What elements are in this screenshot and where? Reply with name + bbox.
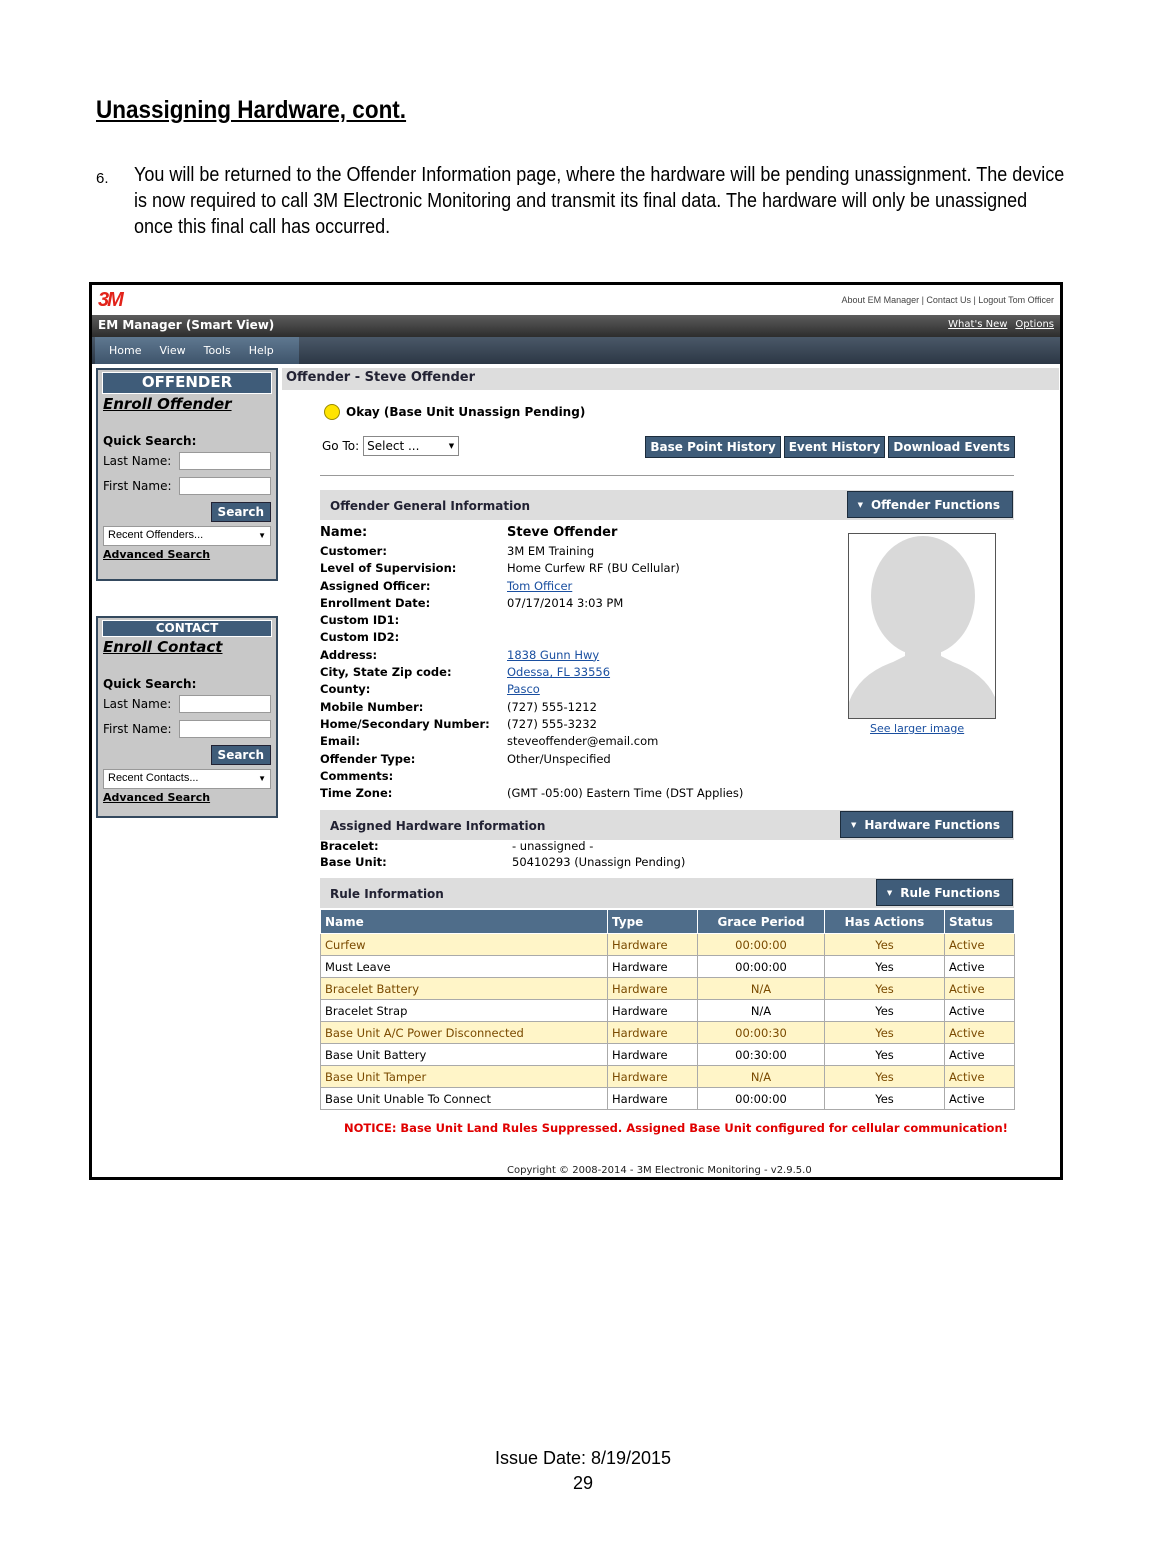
info-row <box>320 700 840 717</box>
rule-grace-period: 00:00:00 <box>698 1088 825 1110</box>
goto-label: Go To: <box>322 439 360 453</box>
page-number: 29 <box>572 1473 594 1493</box>
rule-has-actions: Yes <box>825 1000 945 1022</box>
offender-photo[interactable] <box>848 533 996 719</box>
contact-advanced-search-link[interactable]: Advanced Search <box>103 791 211 804</box>
info-label: Time Zone: <box>320 786 393 801</box>
rule-grace-period: 00:00:30 <box>698 1022 825 1044</box>
table-row[interactable] <box>321 956 1015 978</box>
info-value-link[interactable]: Pasco <box>507 682 540 697</box>
enroll-offender-link[interactable]: Enroll Offender <box>103 395 232 413</box>
rule-name: Bracelet Battery <box>321 978 608 1000</box>
event-history-button[interactable]: Event History <box>784 436 886 458</box>
table-row[interactable] <box>321 978 1015 1000</box>
rule-info-header <box>320 878 1014 908</box>
info-label: City, State Zip code: <box>320 665 452 680</box>
rule-grace-period: N/A <box>698 1000 825 1022</box>
rule-type: Hardware <box>608 1022 698 1044</box>
goto <box>322 436 459 456</box>
main-content <box>282 368 1059 1176</box>
info-row <box>320 717 840 734</box>
status <box>324 404 585 420</box>
contact-first-name-input[interactable] <box>179 720 271 738</box>
table-row[interactable] <box>321 1088 1015 1110</box>
base-unit-value: 50410293 (Unassign Pending) <box>512 855 686 869</box>
hardware-info-title: Assigned Hardware Information <box>330 819 546 833</box>
general-info-header <box>320 490 1014 520</box>
rule-grace-period: 00:00:00 <box>698 934 825 956</box>
hardware-functions-button[interactable]: ▼ Hardware Functions <box>840 811 1013 838</box>
page-title: Offender - Steve Offender <box>282 368 1059 390</box>
info-row <box>320 665 840 682</box>
info-label: Offender Type: <box>320 751 416 766</box>
menu-home[interactable]: Home <box>109 344 142 357</box>
offender-panel <box>96 368 278 581</box>
contact-last-name-input[interactable] <box>179 695 271 713</box>
col-grace-period[interactable]: Grace Period <box>698 910 825 934</box>
options-link[interactable]: Options <box>1015 319 1054 330</box>
info-value: Home Curfew RF (BU Cellular) <box>507 561 680 576</box>
info-value: (GMT -05:00) Eastern Time (DST Applies) <box>507 786 744 801</box>
rule-status: Active <box>945 1000 1015 1022</box>
info-row <box>320 544 840 561</box>
info-label: Custom ID2: <box>320 630 400 645</box>
col-type[interactable]: Type <box>608 910 698 934</box>
rule-name: Base Unit Battery <box>321 1044 608 1066</box>
info-label: Assigned Officer: <box>320 578 431 593</box>
rule-type: Hardware <box>608 1066 698 1088</box>
info-row <box>320 752 840 769</box>
rule-functions-button[interactable]: ▼ Rule Functions <box>876 879 1013 906</box>
general-info-title: Offender General Information <box>330 499 531 513</box>
rule-name: Must Leave <box>321 956 608 978</box>
info-row <box>320 613 840 630</box>
rule-name: Base Unit A/C Power Disconnected <box>321 1022 608 1044</box>
col-status[interactable]: Status <box>945 910 1015 934</box>
general-info-list <box>320 525 840 803</box>
offender-last-name-input[interactable] <box>179 452 271 470</box>
rule-name: Bracelet Strap <box>321 1000 608 1022</box>
rule-grace-period: N/A <box>698 1066 825 1088</box>
rule-type: Hardware <box>608 1088 698 1110</box>
rule-has-actions: Yes <box>825 1066 945 1088</box>
base-point-history-button[interactable]: Base Point History <box>645 436 780 458</box>
first-name-label: First Name: <box>103 478 172 493</box>
rule-has-actions: Yes <box>825 1022 945 1044</box>
status-text: Okay (Base Unit Unassign Pending) <box>346 405 586 419</box>
rule-status: Active <box>945 1022 1015 1044</box>
info-label: Customer: <box>320 544 387 558</box>
hardware-info <box>320 839 820 871</box>
top-links[interactable]: About EM Manager | Contact Us | Logout Tom Officer <box>841 295 1054 305</box>
table-row[interactable] <box>321 1044 1015 1066</box>
table-row[interactable] <box>321 1000 1015 1022</box>
enroll-contact-link[interactable]: Enroll Contact <box>103 638 223 656</box>
copyright: Copyright © 2008-2014 - 3M Electronic Monitoring - v2.9.5.0 <box>507 1165 812 1176</box>
first-name-label: First Name: <box>103 721 172 736</box>
info-row <box>320 525 840 544</box>
rule-status: Active <box>945 1044 1015 1066</box>
bracelet-label: Bracelet: <box>320 839 379 853</box>
offender-advanced-search-link[interactable]: Advanced Search <box>103 548 211 561</box>
rule-type: Hardware <box>608 1044 698 1066</box>
issue-date: Issue Date: 8/19/2015 <box>494 1448 672 1468</box>
last-name-label: Last Name: <box>103 453 172 468</box>
contact-search-button[interactable]: Search <box>211 745 271 765</box>
3m-logo: 3M <box>98 289 122 311</box>
info-row <box>320 682 840 699</box>
hardware-info-header <box>320 810 1014 840</box>
left-sidebar <box>96 368 278 818</box>
info-row <box>320 579 840 596</box>
info-label: Enrollment Date: <box>320 595 431 610</box>
app-title: EM Manager (Smart View) <box>98 318 275 332</box>
contact-panel <box>96 616 278 818</box>
offender-first-name-input[interactable] <box>179 477 271 495</box>
recent-contacts-select[interactable]: Recent Contacts... ▼ <box>103 769 271 789</box>
offender-panel-header: OFFENDER <box>102 372 272 394</box>
step-6 <box>96 162 1066 240</box>
silhouette-icon <box>849 534 996 719</box>
info-row <box>320 769 840 786</box>
info-row <box>320 734 840 751</box>
title-bar <box>92 315 1060 337</box>
divider <box>320 475 1014 476</box>
info-label: Comments: <box>320 768 394 783</box>
quick-search-label: Quick Search: <box>103 434 197 448</box>
info-value-link[interactable]: Odessa, FL 33556 <box>507 665 611 680</box>
info-row <box>320 561 840 578</box>
info-row <box>320 630 840 647</box>
offender-search-button[interactable]: Search <box>211 502 271 522</box>
rule-grace-period: 00:00:00 <box>698 956 825 978</box>
rule-type: Hardware <box>608 934 698 956</box>
rule-status: Active <box>945 934 1015 956</box>
rule-type: Hardware <box>608 978 698 1000</box>
info-label: Level of Supervision: <box>320 561 457 576</box>
offender-functions-button[interactable]: ▼ Offender Functions <box>847 491 1013 518</box>
document-heading: Unassigning Hardware, cont. <box>96 96 407 124</box>
rule-grace-period: N/A <box>698 978 825 1000</box>
bracelet-value: - unassigned - <box>512 839 594 853</box>
menu-tools[interactable]: Tools <box>203 344 231 357</box>
rule-has-actions: Yes <box>825 978 945 1000</box>
info-row <box>320 786 840 803</box>
info-label: Mobile Number: <box>320 699 424 714</box>
rule-status: Active <box>945 1088 1015 1110</box>
rule-status: Active <box>945 1066 1015 1088</box>
table-row[interactable] <box>321 1022 1015 1044</box>
recent-offenders-select[interactable]: Recent Offenders... ▼ <box>103 526 271 546</box>
info-row <box>320 648 840 665</box>
action-buttons <box>645 436 1015 458</box>
last-name-label: Last Name: <box>103 696 172 711</box>
info-value-link[interactable]: 1838 Gunn Hwy <box>507 647 600 662</box>
info-label: County: <box>320 682 371 697</box>
rule-name: Curfew <box>321 934 608 956</box>
rule-has-actions: Yes <box>825 934 945 956</box>
notice-text: NOTICE: Base Unit Land Rules Suppressed. Assigned Base Unit configured for cellular communication! <box>344 1121 1008 1135</box>
info-label: Home/Secondary Number: <box>320 716 490 731</box>
info-value-link[interactable]: Tom Officer <box>507 578 573 593</box>
col-name[interactable]: Name <box>321 910 608 934</box>
rule-has-actions: Yes <box>825 1088 945 1110</box>
app-screenshot <box>89 282 1063 1180</box>
info-value: 07/17/2014 3:03 PM <box>507 595 624 610</box>
info-value: 3M EM Training <box>507 544 595 558</box>
goto-select[interactable]: Select ... ▼ <box>363 436 459 456</box>
rules-table <box>320 909 1015 1110</box>
rule-status: Active <box>945 956 1015 978</box>
info-value: (727) 555-1212 <box>507 699 597 714</box>
rule-status: Active <box>945 978 1015 1000</box>
menu-bar <box>92 337 1060 364</box>
info-value: Steve Offender <box>507 525 618 540</box>
rule-has-actions: Yes <box>825 1044 945 1066</box>
info-row <box>320 596 840 613</box>
info-value: Other/Unspecified <box>507 751 611 766</box>
base-unit-label: Base Unit: <box>320 855 387 869</box>
contact-panel-header: CONTACT <box>102 620 272 637</box>
status-indicator-icon <box>324 404 340 420</box>
see-larger-image-link[interactable]: See larger image <box>870 722 965 735</box>
step-text: You will be returned to the Offender Information page, where the hardware will be pending unassignment. The device is now required to call 3M Electronic Monitoring and transmit its final data. The hardware will only be unassigned once this final call has occurred. <box>134 164 1065 238</box>
info-label: Custom ID1: <box>320 613 400 628</box>
info-value: steveoffender@email.com <box>507 734 659 749</box>
rule-type: Hardware <box>608 1000 698 1022</box>
rule-type: Hardware <box>608 956 698 978</box>
info-value: (727) 555-3232 <box>507 716 597 731</box>
step-number: 6. <box>96 170 109 187</box>
info-label: Name: <box>320 525 368 540</box>
table-row[interactable] <box>321 934 1015 956</box>
menu-view[interactable]: View <box>159 344 186 357</box>
menu-help[interactable]: Help <box>248 344 274 357</box>
col-has-actions[interactable]: Has Actions <box>825 910 945 934</box>
rule-grace-period: 00:30:00 <box>698 1044 825 1066</box>
whats-new-link[interactable]: What's New <box>948 319 1008 330</box>
rule-name: Base Unit Unable To Connect <box>321 1088 608 1110</box>
rule-info-title: Rule Information <box>330 887 444 901</box>
info-label: Email: <box>320 734 361 749</box>
rule-name: Base Unit Tamper <box>321 1066 608 1088</box>
quick-search-label: Quick Search: <box>103 677 197 691</box>
info-label: Address: <box>320 647 378 662</box>
top-bar <box>92 285 1060 315</box>
table-row[interactable] <box>321 1066 1015 1088</box>
download-events-button[interactable]: Download Events <box>888 436 1015 458</box>
rule-has-actions: Yes <box>825 956 945 978</box>
